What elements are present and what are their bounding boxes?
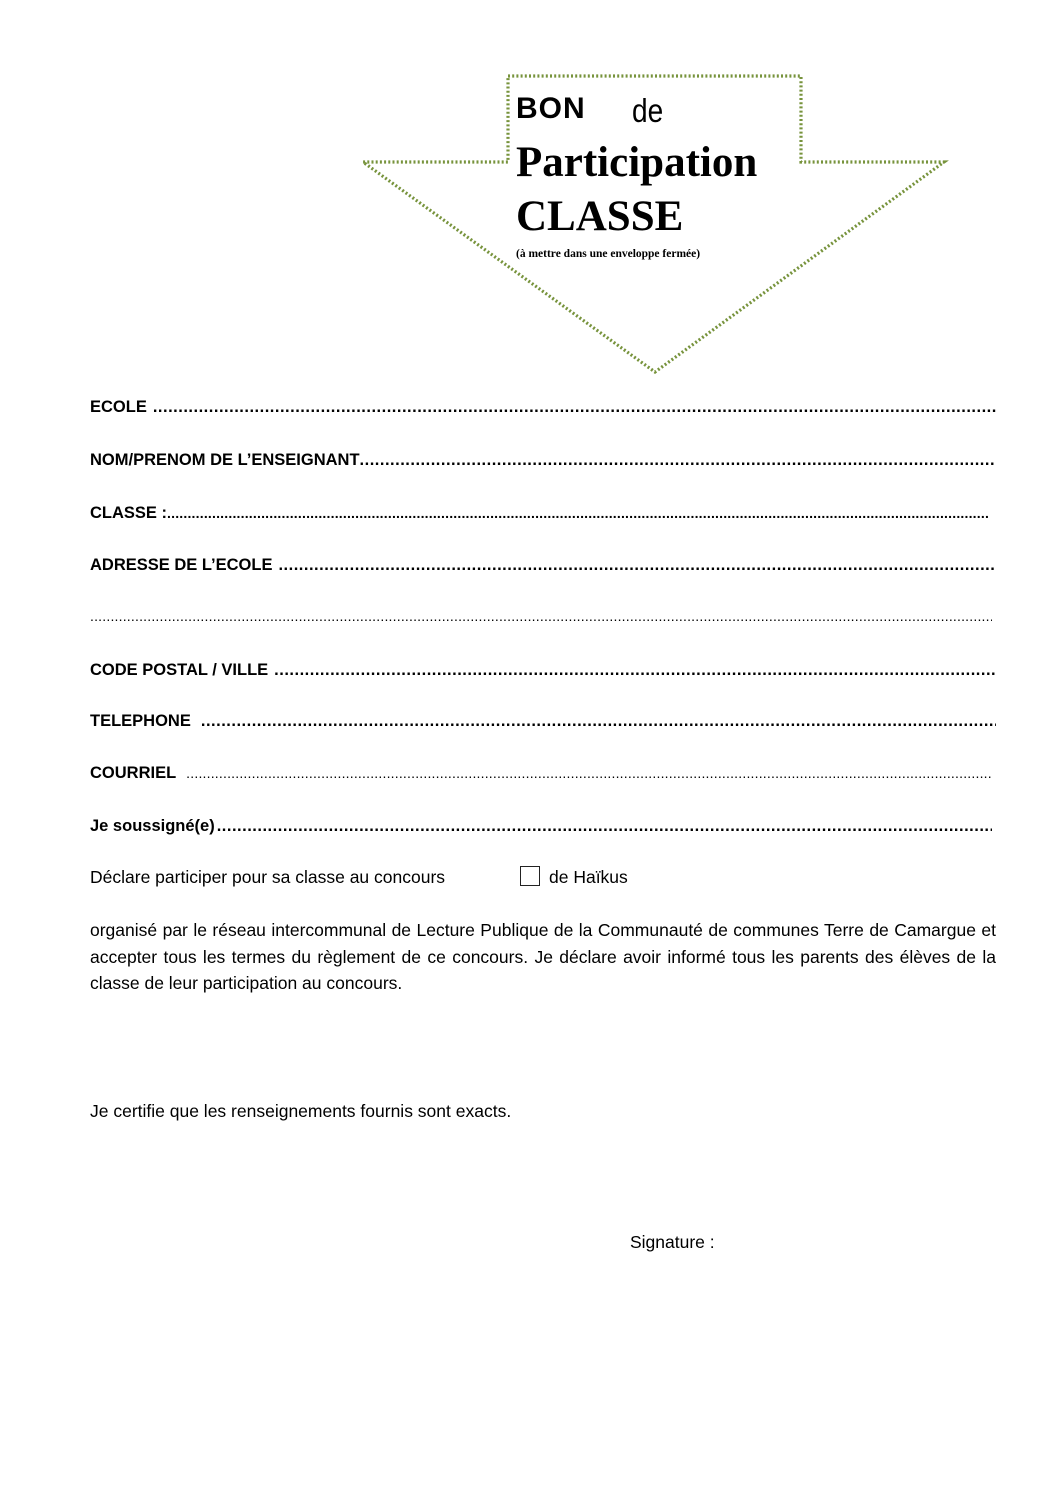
field-telephone-label: TELEPHONE <box>90 712 191 730</box>
concours-checkbox[interactable] <box>520 866 540 886</box>
rules-paragraph: organisé par le réseau intercommunal de Lecture Publique de la Communauté de communes Terre de Camargue et accepter tous les termes du règlement de ce concours. Je déclare avoir informé tous les parents des élèves de la classe de leur participation au concours. <box>90 920 996 993</box>
field-ecole-line[interactable] <box>153 398 996 417</box>
field-classe-label: CLASSE : <box>90 504 168 522</box>
field-soussigne[interactable] <box>90 817 992 836</box>
field-enseignant-label: NOM/PRENOM DE L’ENSEIGNANT <box>90 451 360 469</box>
field-code-postal-line[interactable] <box>274 661 996 680</box>
field-adresse-line[interactable] <box>278 556 996 575</box>
field-courriel[interactable] <box>90 764 992 783</box>
field-soussigne-label: Je soussigné(e) <box>90 817 215 835</box>
field-ecole[interactable] <box>90 398 996 417</box>
field-soussigne-line[interactable] <box>217 817 992 836</box>
declaration-text: Déclare participer pour sa classe au concours <box>90 867 446 887</box>
envelope-note: (à mettre dans une enveloppe fermée) <box>516 248 701 260</box>
field-ecole-label: ECOLE <box>90 398 147 416</box>
title-de: de <box>632 92 664 129</box>
field-enseignant-line[interactable] <box>360 451 996 470</box>
field-adresse-line-2[interactable] <box>90 608 992 624</box>
field-enseignant[interactable] <box>90 451 996 470</box>
field-adresse[interactable] <box>90 556 996 575</box>
field-courriel-line[interactable] <box>186 765 992 781</box>
arrow-frame <box>0 0 1058 380</box>
title-classe: CLASSE <box>516 193 684 240</box>
title-participation: Participation <box>516 139 758 186</box>
declaration-option: de Haïkus <box>549 867 628 887</box>
field-code-postal[interactable] <box>90 661 996 680</box>
field-code-postal-label: CODE POSTAL / VILLE <box>90 661 269 679</box>
field-adresse-label: ADRESSE DE L’ECOLE <box>90 556 273 574</box>
field-classe[interactable] <box>90 504 988 523</box>
field-courriel-label: COURRIEL <box>90 764 177 782</box>
field-telephone-line[interactable] <box>201 712 996 731</box>
title-bon: BON <box>516 92 586 125</box>
signature-label: Signature : <box>630 1232 715 1252</box>
field-adresse-2[interactable] <box>90 608 992 624</box>
field-telephone[interactable] <box>90 712 996 731</box>
field-classe-line[interactable] <box>167 505 988 521</box>
certify-text: Je certifie que les renseignements fournis sont exacts. <box>90 1101 512 1121</box>
